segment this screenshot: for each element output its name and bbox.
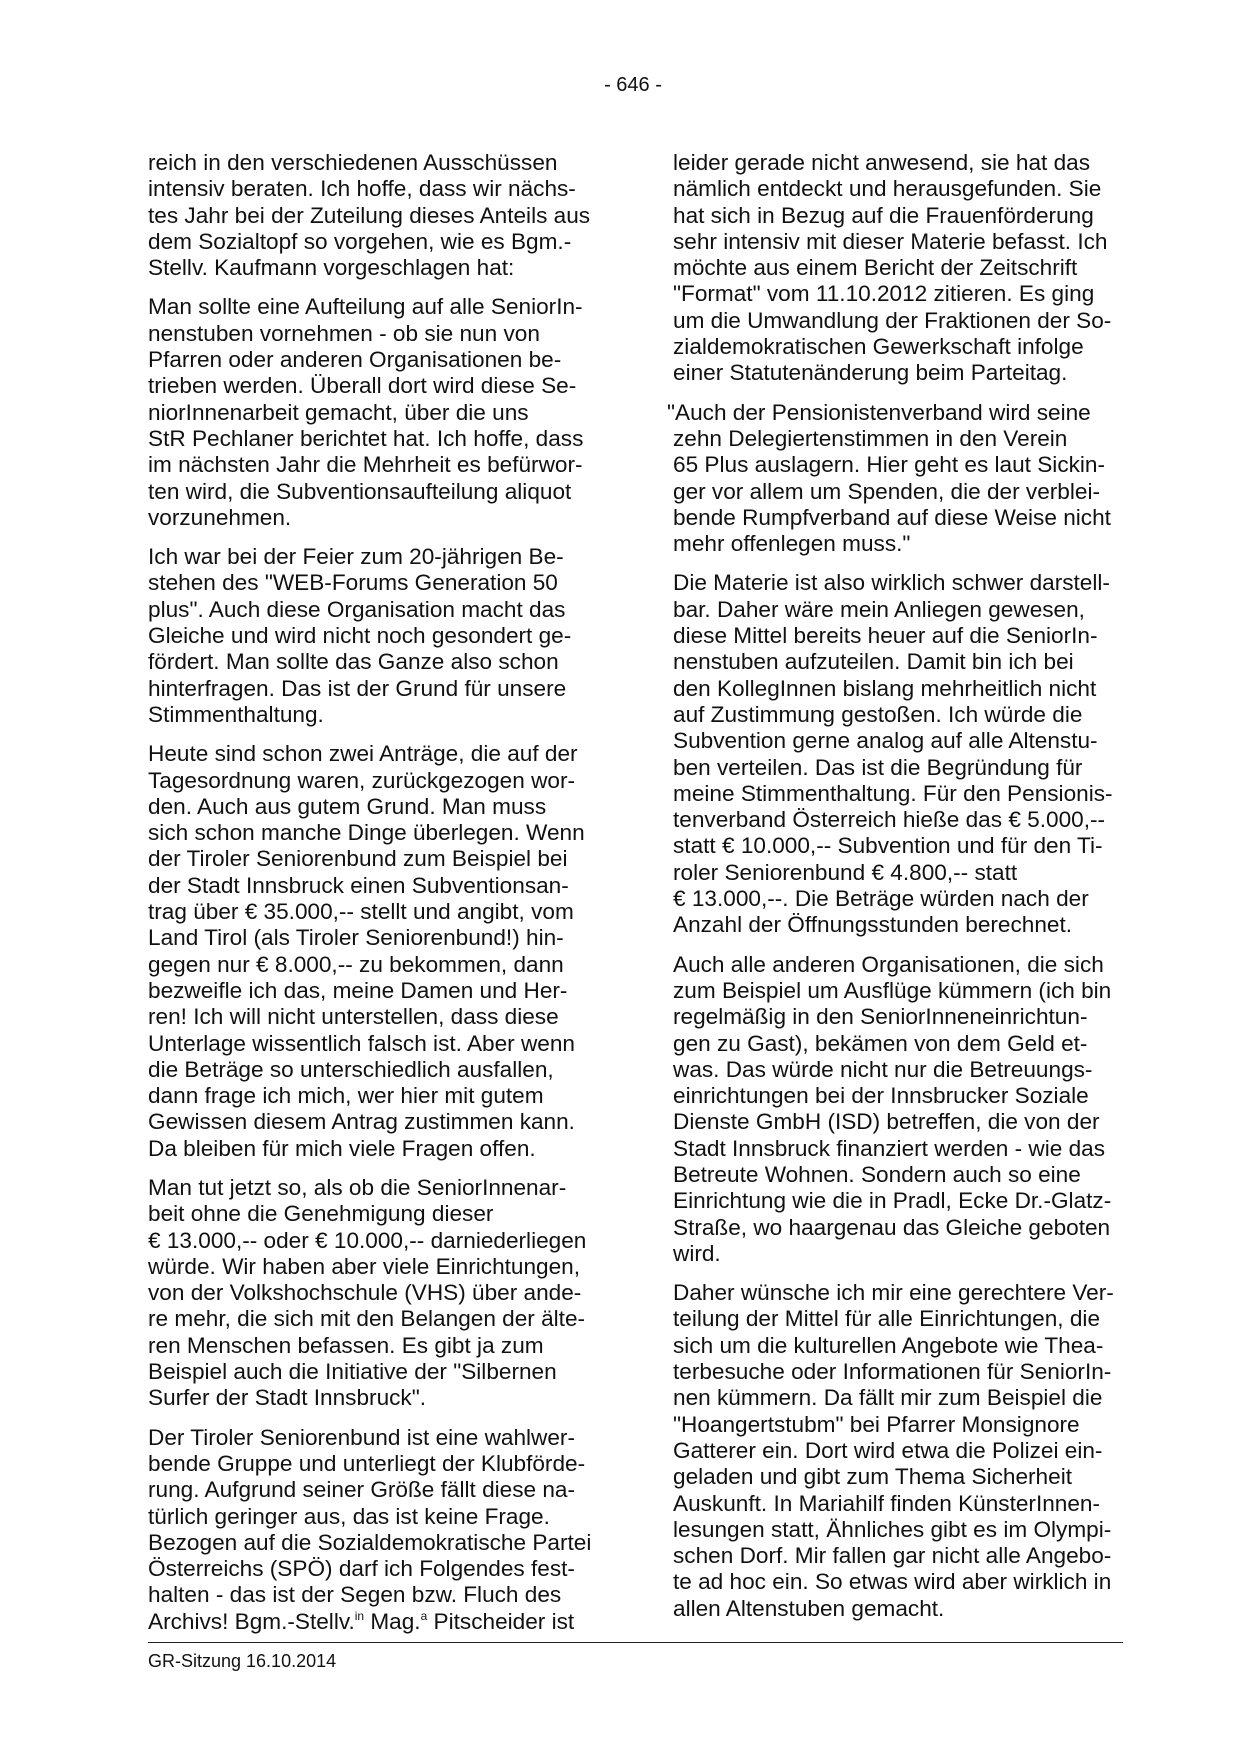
- text-line: Stadt Innsbruck finanziert werden - wie das: [673, 1135, 1106, 1161]
- text-line: Auch alle anderen Organisationen, die sich: [673, 951, 1104, 977]
- text-line: Der Tiroler Seniorenbund ist eine wahlwer-: [148, 1424, 575, 1450]
- text-line: auf Zustimmung gestoßen. Ich würde die: [673, 701, 1083, 727]
- text-line: ren! Ich will nicht unterstellen, dass diese: [148, 1004, 559, 1030]
- text-line: Einrichtung wie die in Pradl, Ecke Dr.-Glatz-: [673, 1188, 1112, 1214]
- text-line: bende Gruppe und unterliegt der Klubförde-: [148, 1450, 586, 1476]
- text-line: würde. Wir haben aber viele Einrichtungen,: [148, 1253, 581, 1279]
- paragraph: [673, 1280, 1143, 1622]
- text-line: die Beträge so unterschiedlich ausfallen,: [148, 1056, 554, 1082]
- text-line: teilung der Mittel für alle Einrichtungen, die: [673, 1306, 1101, 1332]
- text-line: gegen nur € 8.000,-- zu bekommen, dann: [148, 951, 564, 977]
- text-line: Bezogen auf die Sozialdemokratische Partei: [148, 1529, 592, 1555]
- text-line: Unterlage wissentlich falsch ist. Aber wenn: [148, 1030, 575, 1056]
- text-line: Stellv. Kaufmann vorgeschlagen hat:: [148, 255, 515, 281]
- text-line: Anzahl der Öffnungsstunden berechnet.: [673, 912, 1073, 938]
- text-segment: Archivs! Bgm.-Stellv.: [148, 1608, 355, 1634]
- text-line: der Stadt Innsbruck einen Subventionsan-: [148, 872, 569, 898]
- text-segment: Pitscheider ist: [427, 1608, 575, 1634]
- text-line: bende Rumpfverband auf diese Weise nicht: [673, 504, 1111, 530]
- text-line: "Format" vom 11.10.2012 zitieren. Es ging: [673, 281, 1095, 307]
- paragraph: [148, 544, 608, 728]
- paragraph: [148, 294, 608, 531]
- paragraph: [673, 150, 1143, 387]
- text-segment: Mag.: [364, 1608, 421, 1634]
- text-line: te ad hoc ein. So etwas wird aber wirklich in: [673, 1569, 1112, 1595]
- text-line: Gewissen diesem Antrag zustimmen kann.: [148, 1109, 575, 1135]
- text-line: ten wird, die Subventionsaufteilung aliquot: [148, 478, 572, 504]
- text-line: sich um die kulturellen Angebote wie Thea-: [673, 1332, 1104, 1358]
- text-line: Dienste GmbH (ISD) betreffen, die von der: [673, 1109, 1100, 1135]
- paragraph: [673, 570, 1143, 938]
- text-line: dem Sozialtopf so vorgehen, wie es Bgm.-: [148, 228, 572, 254]
- text-line: € 13.000,--. Die Beträge würden nach der: [673, 886, 1089, 912]
- text-line: bezweifle ich das, meine Damen und Her-: [148, 977, 568, 1003]
- text-line: diese Mittel bereits heuer auf die SeniorIn-: [673, 623, 1098, 649]
- text-line: Da bleiben für mich viele Fragen offen.: [148, 1135, 536, 1161]
- text-line: halten - das ist der Segen bzw. Fluch des: [148, 1582, 562, 1608]
- text-line: [148, 1609, 608, 1635]
- text-line: was. Das würde nicht nur die Betreuungs-: [673, 1056, 1093, 1082]
- text-line: Beispiel auch die Initiative der "Silbernen: [148, 1359, 557, 1385]
- text-line: nenstuben vornehmen - ob sie nun von: [148, 320, 540, 346]
- text-line: Land Tirol (als Tiroler Seniorenbund!) hin-: [148, 925, 564, 951]
- text-line: intensiv beraten. Ich hoffe, dass wir nächs-: [148, 176, 576, 202]
- text-line: von der Volkshochschule (VHS) über ande-: [148, 1280, 582, 1306]
- text-line: ger vor allem um Spenden, die der verblei-: [673, 478, 1100, 504]
- text-line: einrichtungen bei der Innsbrucker Soziale: [673, 1083, 1089, 1109]
- text-line: schen Dorf. Mir fallen gar nicht alle Angebo-: [673, 1543, 1112, 1569]
- text-line: Gatterer ein. Dort wird etwa die Polizei ein-: [673, 1437, 1103, 1463]
- text-line: den. Auch aus gutem Grund. Man muss: [148, 793, 547, 819]
- text-line: gen zu Gast), bekämen von dem Geld et-: [673, 1030, 1088, 1056]
- text-line: reich in den verschiedenen Ausschüssen: [148, 150, 558, 175]
- text-line: roler Seniorenbund € 4.800,-- statt: [673, 859, 1018, 885]
- text-line: den KollegInnen bislang mehrheitlich nicht: [673, 675, 1097, 701]
- text-line: wird.: [673, 1240, 721, 1266]
- paragraph: [673, 952, 1143, 1268]
- paragraph: [148, 1175, 608, 1412]
- text-line: um die Umwandlung der Fraktionen der So-: [673, 307, 1112, 333]
- footer-session-date: GR-Sitzung 16.10.2014: [148, 1651, 337, 1671]
- text-line: Stimmenthaltung.: [148, 701, 324, 727]
- text-line: nenstuben aufzuteilen. Damit bin ich bei: [673, 649, 1074, 675]
- paragraph: [148, 741, 608, 1162]
- text-line: tenverband Österreich hieße das € 5.000,--: [673, 807, 1106, 833]
- text-line: regelmäßig in den SeniorInneneinrichtun-: [673, 1004, 1088, 1030]
- right-column: [667, 150, 1143, 1635]
- text-line: türlich geringer aus, das ist keine Frage.: [148, 1503, 550, 1529]
- text-line: ren Menschen befassen. Es gibt ja zum: [148, 1332, 544, 1358]
- text-line: terbesuche oder Informationen für SeniorIn-: [673, 1359, 1112, 1385]
- text-line: Man tut jetzt so, als ob die SeniorInnenar-: [148, 1174, 567, 1200]
- paragraph: [148, 1425, 608, 1635]
- text-line: Daher wünsche ich mir eine gerechtere Ver-: [673, 1280, 1114, 1306]
- text-line: Die Materie ist also wirklich schwer darstell-: [673, 570, 1110, 596]
- text-line: Subvention gerne analog auf alle Altenstu-: [673, 728, 1098, 754]
- text-line: Tagesordnung waren, zurückgezogen wor-: [148, 767, 576, 793]
- text-line: zum Beispiel um Ausflüge kümmern (ich bin: [673, 977, 1112, 1003]
- text-line: dann frage ich mich, wer hier mit gutem: [148, 1083, 544, 1109]
- text-line: ben verteilen. Das ist die Begründung für: [673, 754, 1083, 780]
- text-line: Pfarren oder anderen Organisationen be-: [148, 347, 562, 373]
- text-line: nämlich entdeckt und herausgefunden. Sie: [673, 176, 1102, 202]
- text-line: mehr offenlegen muss.": [673, 531, 911, 557]
- text-line: re mehr, die sich mit den Belangen der älte-: [148, 1306, 586, 1332]
- text-line: Straße, wo haargenau das Gleiche geboten: [673, 1214, 1111, 1240]
- text-line: hinterfragen. Das ist der Grund für unsere: [148, 675, 567, 701]
- text-line: allen Altenstuben gemacht.: [673, 1595, 945, 1621]
- text-line: Surfer der Stadt Innsbruck".: [148, 1385, 427, 1411]
- quotation-paragraph: [667, 399, 1143, 558]
- text-line: rung. Aufgrund seiner Größe fällt diese na-: [148, 1477, 576, 1503]
- text-line: StR Pechlaner berichtet hat. Ich hoffe, dass: [148, 425, 584, 451]
- text-line: geladen und gibt zum Thema Sicherheit: [673, 1464, 1072, 1490]
- text-line: meine Stimmenthaltung. Für den Pensionis-: [673, 780, 1113, 806]
- text-line: tes Jahr bei der Zuteilung dieses Anteils aus: [148, 202, 591, 228]
- text-line: Betreute Wohnen. Sondern auch so eine: [673, 1161, 1081, 1187]
- text-line: vorzunehmen.: [148, 504, 292, 530]
- footer-divider: [148, 1642, 1123, 1643]
- left-column: [148, 150, 608, 1648]
- page-number: - 646 -: [604, 74, 662, 96]
- text-line: "Hoangertstubm" bei Pfarrer Monsignore: [673, 1411, 1080, 1437]
- text-line: der Tiroler Seniorenbund zum Beispiel bei: [148, 846, 568, 872]
- text-line: Ich war bei der Feier zum 20-jährigen Be-: [148, 544, 564, 570]
- text-line: Man sollte eine Aufteilung auf alle SeniorIn-: [148, 294, 583, 320]
- text-line: stehen des "WEB-Forums Generation 50: [148, 570, 558, 596]
- text-line: leider gerade nicht anwesend, sie hat das: [673, 150, 1091, 175]
- text-line: trag über € 35.000,-- stellt und angibt, vom: [148, 899, 574, 925]
- text-line: bar. Daher wäre mein Anliegen gewesen,: [673, 596, 1085, 622]
- text-line: hat sich in Bezug auf die Frauenförderung: [673, 202, 1094, 228]
- text-line: fördert. Man sollte das Ganze also schon: [148, 649, 559, 675]
- text-line: 65 Plus auslagern. Hier geht es laut Sickin-: [673, 452, 1106, 478]
- text-line: € 13.000,-- oder € 10.000,-- darniederliegen: [148, 1227, 587, 1253]
- text-line: plus". Auch diese Organisation macht das: [148, 596, 566, 622]
- text-line: zehn Delegiertenstimmen in den Verein: [673, 425, 1068, 451]
- paragraph: [148, 150, 608, 281]
- text-line: einer Statutenänderung beim Parteitag.: [673, 360, 1068, 386]
- text-line: Gleiche und wird nicht noch gesondert ge-: [148, 623, 572, 649]
- text-line: niorInnenarbeit gemacht, über die uns: [148, 399, 529, 425]
- text-line: trieben werden. Überall dort wird diese Se-: [148, 373, 577, 399]
- superscript: in: [354, 1608, 365, 1623]
- text-line: im nächsten Jahr die Mehrheit es befürwor-: [148, 452, 583, 478]
- text-line: nen kümmern. Da fällt mir zum Beispiel die: [673, 1385, 1103, 1411]
- text-line: "Auch der Pensionistenverband wird seine: [667, 399, 1091, 425]
- text-line: Heute sind schon zwei Anträge, die auf der: [148, 741, 578, 767]
- text-line: sehr intensiv mit dieser Materie befasst. Ich: [673, 228, 1108, 254]
- text-line: Österreichs (SPÖ) darf ich Folgendes fest-: [148, 1556, 575, 1582]
- text-line: Auskunft. In Mariahilf finden KünsterInnen-: [673, 1490, 1101, 1516]
- text-line: sich schon manche Dinge überlegen. Wenn: [148, 820, 585, 846]
- text-line: beit ohne die Genehmigung dieser: [148, 1201, 494, 1227]
- text-line: zialdemokratischen Gewerkschaft infolge: [673, 334, 1084, 360]
- text-line: lesungen statt, Ähnliches gibt es im Olympi-: [673, 1516, 1112, 1542]
- superscript: a: [420, 1608, 428, 1623]
- text-line: möchte aus einem Bericht der Zeitschrift: [673, 255, 1078, 281]
- text-line: statt € 10.000,-- Subvention und für den Ti-: [673, 833, 1103, 859]
